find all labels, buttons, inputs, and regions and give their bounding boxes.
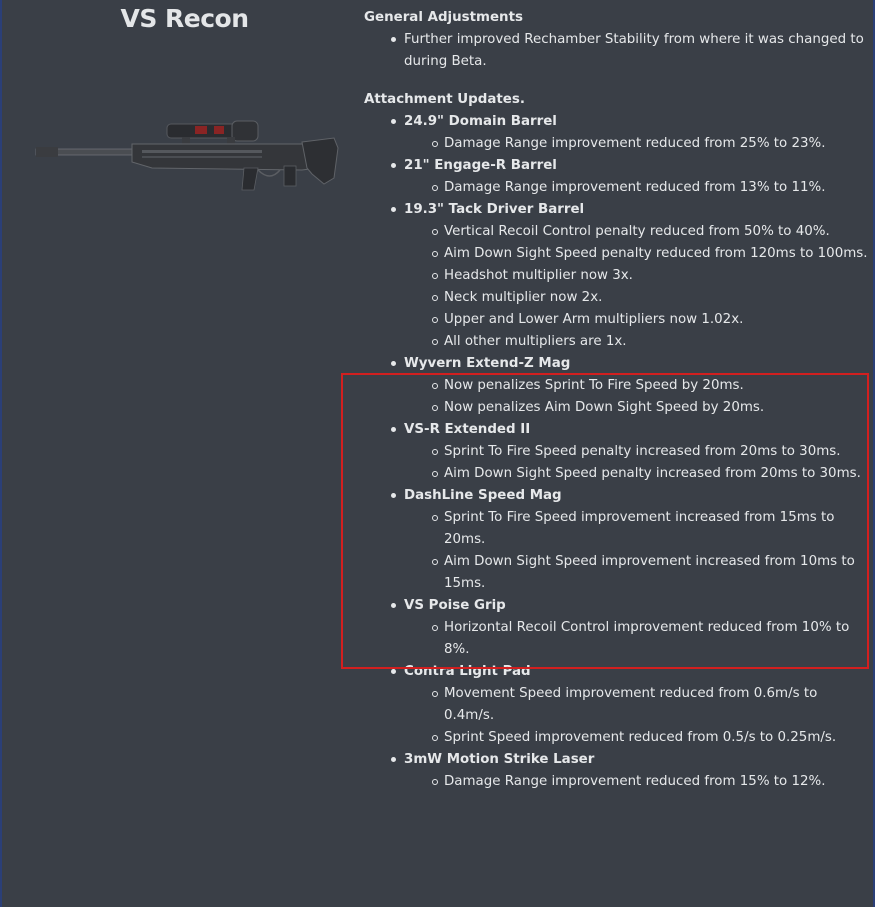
detail-item: Sprint To Fire Speed penalty increased from 20ms to 30ms. xyxy=(404,441,869,463)
attachment-item xyxy=(364,595,869,661)
detail-item: Sprint Speed improvement reduced from 0.5/s to 0.25m/s. xyxy=(404,727,869,749)
attachment-name: 24.9" Domain Barrel xyxy=(404,114,557,129)
attachment-name: VS-R Extended II xyxy=(404,422,531,437)
attachment-name: 19.3" Tack Driver Barrel xyxy=(404,202,585,217)
detail-item: Sprint To Fire Speed improvement increased from 15ms to 20ms. xyxy=(404,507,869,551)
patch-notes xyxy=(364,7,869,793)
attachment-item xyxy=(364,111,869,155)
detail-item: Now penalizes Sprint To Fire Speed by 20ms. xyxy=(404,375,869,397)
general-adjustments-heading: General Adjustments xyxy=(364,10,523,25)
attachment-list xyxy=(364,111,869,793)
attachment-item xyxy=(364,485,869,595)
attachment-name: VS Poise Grip xyxy=(404,598,506,613)
detail-item: Damage Range improvement reduced from 13% to 11%. xyxy=(404,177,869,199)
attachment-name: 3mW Motion Strike Laser xyxy=(404,752,595,767)
attachment-item xyxy=(364,661,869,749)
detail-item: Upper and Lower Arm multipliers now 1.02x. xyxy=(404,309,869,331)
detail-item: Horizontal Recoil Control improvement reduced from 10% to 8%. xyxy=(404,617,869,661)
attachment-item xyxy=(364,749,869,793)
weapon-title: VS Recon xyxy=(120,4,249,33)
detail-item: Vertical Recoil Control penalty reduced from 50% to 40%. xyxy=(404,221,869,243)
attachment-name: Wyvern Extend-Z Mag xyxy=(404,356,571,371)
attachment-name: DashLine Speed Mag xyxy=(404,488,562,503)
general-adjustments-list xyxy=(364,29,869,73)
detail-item: All other multipliers are 1x. xyxy=(404,331,869,353)
weapon-panel xyxy=(2,0,367,907)
sniper-rifle-image xyxy=(32,118,342,198)
attachment-updates-heading: Attachment Updates. xyxy=(364,92,525,107)
detail-item: Damage Range improvement reduced from 15% to 12%. xyxy=(404,771,869,793)
attachment-item xyxy=(364,155,869,199)
detail-item: Aim Down Sight Speed improvement increased from 10ms to 15ms. xyxy=(404,551,869,595)
detail-item: Damage Range improvement reduced from 25% to 23%. xyxy=(404,133,869,155)
attachment-item xyxy=(364,353,869,419)
detail-item: Movement Speed improvement reduced from 0.6m/s to 0.4m/s. xyxy=(404,683,869,727)
attachment-item xyxy=(364,419,869,485)
detail-item: Neck multiplier now 2x. xyxy=(404,287,869,309)
list-item: Further improved Rechamber Stability from where it was changed to during Beta. xyxy=(364,29,869,73)
detail-item: Now penalizes Aim Down Sight Speed by 20ms. xyxy=(404,397,869,419)
detail-item: Headshot multiplier now 3x. xyxy=(404,265,869,287)
attachment-item xyxy=(364,199,869,353)
attachment-name: Contra Light Pad xyxy=(404,664,531,679)
detail-item: Aim Down Sight Speed penalty increased from 20ms to 30ms. xyxy=(404,463,869,485)
detail-item: Aim Down Sight Speed penalty reduced from 120ms to 100ms. xyxy=(404,243,869,265)
attachment-name: 21" Engage-R Barrel xyxy=(404,158,557,173)
